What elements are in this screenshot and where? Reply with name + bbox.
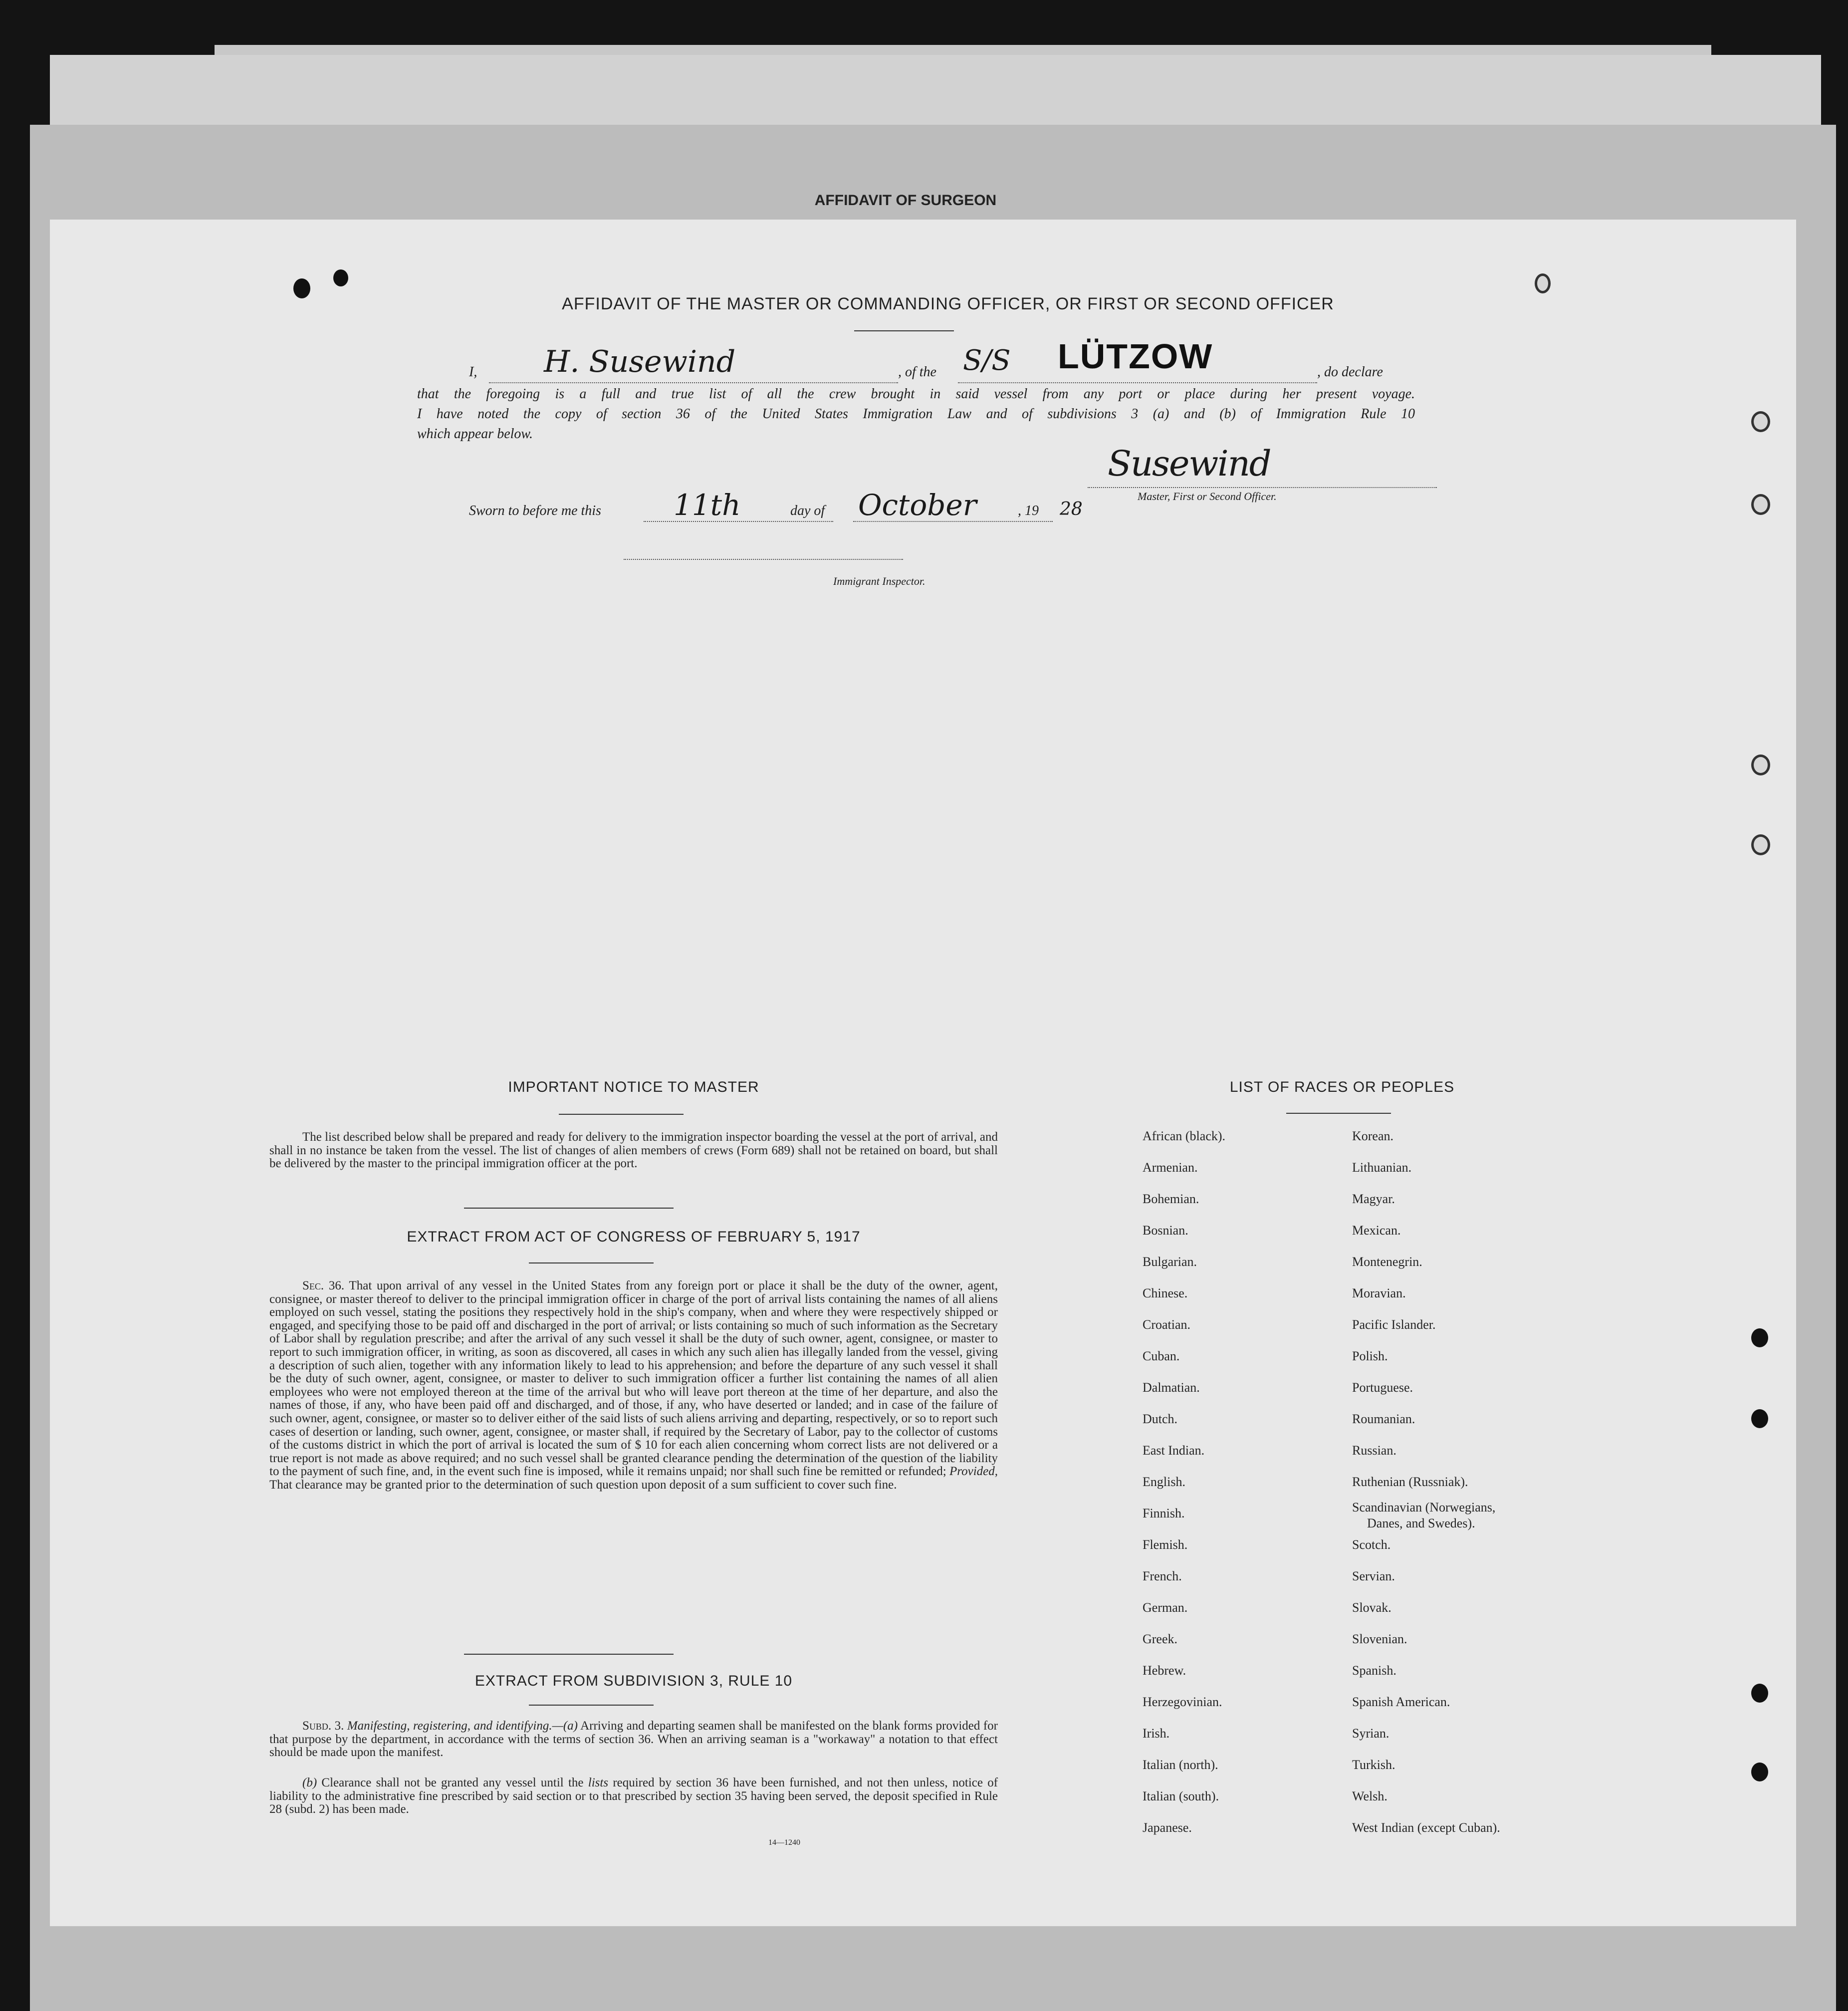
subd-b-lists: lists [588, 1776, 609, 1789]
rule-extract-title-rule [529, 1705, 654, 1706]
race-item: Russian. [1352, 1443, 1396, 1458]
race-item: Greek. [1143, 1632, 1178, 1646]
race-item: Servian. [1352, 1569, 1395, 1583]
race-item: East Indian. [1143, 1443, 1205, 1458]
punch-hole-icon [1751, 1762, 1768, 1781]
race-item: Spanish American. [1352, 1695, 1450, 1709]
race-item: Bosnian. [1143, 1223, 1188, 1238]
ring-hole-icon [1751, 834, 1770, 855]
surgeon-affidavit-title: AFFIDAVIT OF SURGEON [814, 192, 997, 209]
race-item: Slovak. [1352, 1600, 1391, 1615]
race-item: Mexican. [1352, 1223, 1401, 1238]
race-item: French. [1143, 1569, 1182, 1583]
race-item: Scandinavian (Norwegians, [1352, 1500, 1496, 1514]
notice-title-rule [559, 1114, 684, 1115]
title-underline [854, 330, 954, 331]
vessel-name-line [958, 382, 1317, 383]
rule-extract-text-a [269, 1720, 998, 1760]
inspector-signature-line [624, 559, 903, 560]
officer-name-line [489, 382, 898, 383]
of-the-label: , of the [898, 364, 936, 380]
race-item: Turkish. [1352, 1758, 1395, 1772]
race-item: Ruthenian (Russniak). [1352, 1475, 1468, 1489]
act-section-label: Sec. 36. [302, 1279, 345, 1292]
race-item: Herzegovinian. [1143, 1695, 1222, 1709]
ring-hole-icon [1751, 411, 1770, 432]
notice-title: IMPORTANT NOTICE TO MASTER [508, 1079, 759, 1095]
signature-caption: Master, First or Second Officer. [1138, 490, 1277, 503]
races-title-rule [1286, 1113, 1391, 1114]
race-item: Pacific Islander. [1352, 1317, 1436, 1332]
race-item: Chinese. [1143, 1286, 1188, 1300]
ring-hole-icon [1751, 754, 1770, 775]
race-item: Slovenian. [1352, 1632, 1407, 1646]
subd-b-label: (b) [302, 1776, 317, 1789]
race-item: Syrian. [1352, 1726, 1389, 1741]
race-item: Bulgarian. [1143, 1255, 1197, 1269]
race-item: Magyar. [1352, 1192, 1395, 1206]
punch-hole-icon [1751, 1684, 1768, 1703]
race-item: Dutch. [1143, 1412, 1178, 1426]
race-item: Japanese. [1143, 1820, 1192, 1835]
race-item: Armenian. [1143, 1160, 1198, 1175]
race-item: Croatian. [1143, 1317, 1191, 1332]
race-item: Korean. [1352, 1129, 1394, 1143]
sworn-day-line [644, 521, 833, 522]
ring-hole-icon [1535, 273, 1551, 293]
race-item: Italian (south). [1143, 1789, 1219, 1803]
declaration-line-2: I have noted the copy of section 36 of the United States Immigration Law and of subdivisions 3 (a) and (b) of Immigration Rule 10 [417, 406, 1415, 422]
race-item: Flemish. [1143, 1537, 1188, 1552]
subd-b-text-1: Clearance shall not be granted any vessel until the [321, 1776, 584, 1789]
subd-heading: Manifesting, registering, and identifying.—(a) [347, 1719, 578, 1733]
sworn-label: Sworn to before me this [469, 503, 601, 518]
race-item: Bohemian. [1143, 1192, 1199, 1206]
declare-label: , do declare [1317, 364, 1383, 380]
rule-extract-title: EXTRACT FROM SUBDIVISION 3, RULE 10 [474, 1673, 793, 1689]
act-proviso-label: Provided, [949, 1465, 998, 1479]
subd-a-text: Arriving and departing seamen shall be manifested on the blank forms provided for that purpose by the department, in accordance with the terms of section 36. When an arriving seaman is a "workaway" a notation to that effect should be made upon the manifest. [269, 1719, 998, 1760]
race-item: Finnish. [1143, 1506, 1185, 1520]
day-of-label: day of [790, 503, 825, 518]
act-extract-title-rule [529, 1262, 654, 1263]
race-item: Moravian. [1352, 1286, 1406, 1300]
affidavit-title: AFFIDAVIT OF THE MASTER OR COMMANDING OFFICER, OR FIRST OR SECOND OFFICER [562, 294, 1334, 313]
act-proviso-text: That clearance may be granted prior to the determination of such question upon deposit of a sum sufficient to cover such fine. [269, 1478, 897, 1492]
race-item: African (black). [1143, 1129, 1226, 1143]
punch-hole-icon [1751, 1409, 1768, 1428]
race-item: Lithuanian. [1352, 1160, 1412, 1175]
race-item: Welsh. [1352, 1789, 1387, 1803]
race-item: Cuban. [1143, 1349, 1180, 1363]
signature-line [1088, 487, 1437, 488]
i-label: I, [469, 364, 477, 380]
document-page [50, 220, 1796, 1926]
notice-text: The list described below shall be prepared and ready for delivery to the immigration inspector boarding the vessel at the port of arrival, and shall in no instance be taken from the vessel. The list of changes of alien members of crews (Form 689) shall not be retained on board, but shall be delivered by the master to the principal immigration officer at the port. [269, 1130, 998, 1171]
act-section-body: That upon arrival of any vessel in the United States from any foreign port or place it shall be the duty of the owner, agent, consignee, or master thereof to deliver to the principal immigration officer in charge of the port of arrival lists containing the names of all aliens employed on such vessel, stating the positions they respectively hold in the ship's company, when and where they were respectively shipped or engaged, and specifying those to be paid off and discharged in the port of arrival; or lists containing so much of such information as the Secretary of Labor shall by regulation prescribe; and after the arrival of any such vessel it shall be the duty of such owner, agent, consignee, or master to report to such immigration officer, in writing, as soon as discovered, all cases in which any such alien has illegally landed from the vessel, giving a description of such alien, together with any information likely to lead to his apprehension; and before the departure of any such vessel it shall be the duty of such owner, agent, consignee, or master to deliver to such immigration officer a further list containing the names of all alien employees who were not employed thereon at the time of the arrival but who will leave port thereon at the time of her departure, and also the names of those, if any, who have been paid off and discharged, and of those, if any, who have deserted or landed; and in case of the failure of such owner, agent, consignee, or master so to deliver either of the said lists of such aliens arriving and departing, respectively, or so to report such cases of desertion or landing, such owner, agent, consignee, or master shall, if required by the Secretary of Labor, pay to the collector of customs of the customs district in which the port of arrival is located the sum of $ 10 for each alien concerning whom correct lists are not delivered or a true report is not made as above required; and no such vessel shall be granted clearance pending the determination of the question of the liability to the payment of such fine, and, in the event such fine is imposed, while it remains unpaid; nor shall such fine be remitted or refunded; [269, 1279, 998, 1479]
race-item: Scotch. [1352, 1537, 1391, 1552]
sworn-month-line [853, 521, 1053, 522]
race-item: Roumanian. [1352, 1412, 1415, 1426]
sworn-day: 11th [674, 488, 741, 522]
year-prefix: , 19 [1018, 503, 1039, 518]
sworn-month: October [858, 488, 977, 522]
race-item: Montenegrin. [1352, 1255, 1422, 1269]
declaration-line-1: that the foregoing is a full and true list of all the crew brought in said vessel from any port or place during her present voyage. [417, 386, 1415, 402]
races-title: LIST OF RACES OR PEOPLES [1229, 1079, 1455, 1095]
notice-divider [464, 1208, 674, 1209]
subd-label: Subd. 3. [302, 1719, 344, 1733]
race-item: Danes, and Swedes). [1367, 1516, 1475, 1530]
punch-hole-icon [293, 278, 310, 298]
race-item: Polish. [1352, 1349, 1388, 1363]
race-item: Spanish. [1352, 1663, 1396, 1678]
act-extract-title: EXTRACT FROM ACT OF CONGRESS OF FEBRUARY 5, 1917 [407, 1229, 861, 1245]
rule-extract-text-b [269, 1776, 998, 1816]
punch-hole-icon [1751, 1328, 1768, 1347]
punch-hole-icon [333, 269, 348, 286]
act-extract-text [269, 1279, 998, 1492]
ring-hole-icon [1751, 494, 1770, 515]
form-number: 14—1240 [768, 1838, 800, 1847]
race-item: Portuguese. [1352, 1380, 1413, 1395]
race-item: West Indian (except Cuban). [1352, 1820, 1500, 1835]
race-item: Italian (north). [1143, 1758, 1218, 1772]
declaration-line-3: which appear below. [417, 426, 533, 442]
vessel-prefix: S/S [963, 344, 1011, 377]
race-item: English. [1143, 1475, 1185, 1489]
year-suffix: 28 [1060, 499, 1083, 519]
race-item: Hebrew. [1143, 1663, 1186, 1678]
race-item: Dalmatian. [1143, 1380, 1200, 1395]
officer-name: H. Susewind [544, 344, 736, 379]
race-item: Irish. [1143, 1726, 1170, 1741]
officer-signature: Susewind [1108, 443, 1271, 484]
act-divider [464, 1654, 674, 1655]
subd-b-text-2: required by section 36 have been furnished, and not then unless, notice of liability to the administrative fine prescribed by said section or to that prescribed by section 35 having been served, the deposit specified in Rule 28 (subd. 2) has been made. [269, 1776, 998, 1816]
inspector-caption: Immigrant Inspector. [833, 575, 925, 587]
race-item: German. [1143, 1600, 1188, 1615]
vessel-name: LÜTZOW [1058, 337, 1213, 376]
